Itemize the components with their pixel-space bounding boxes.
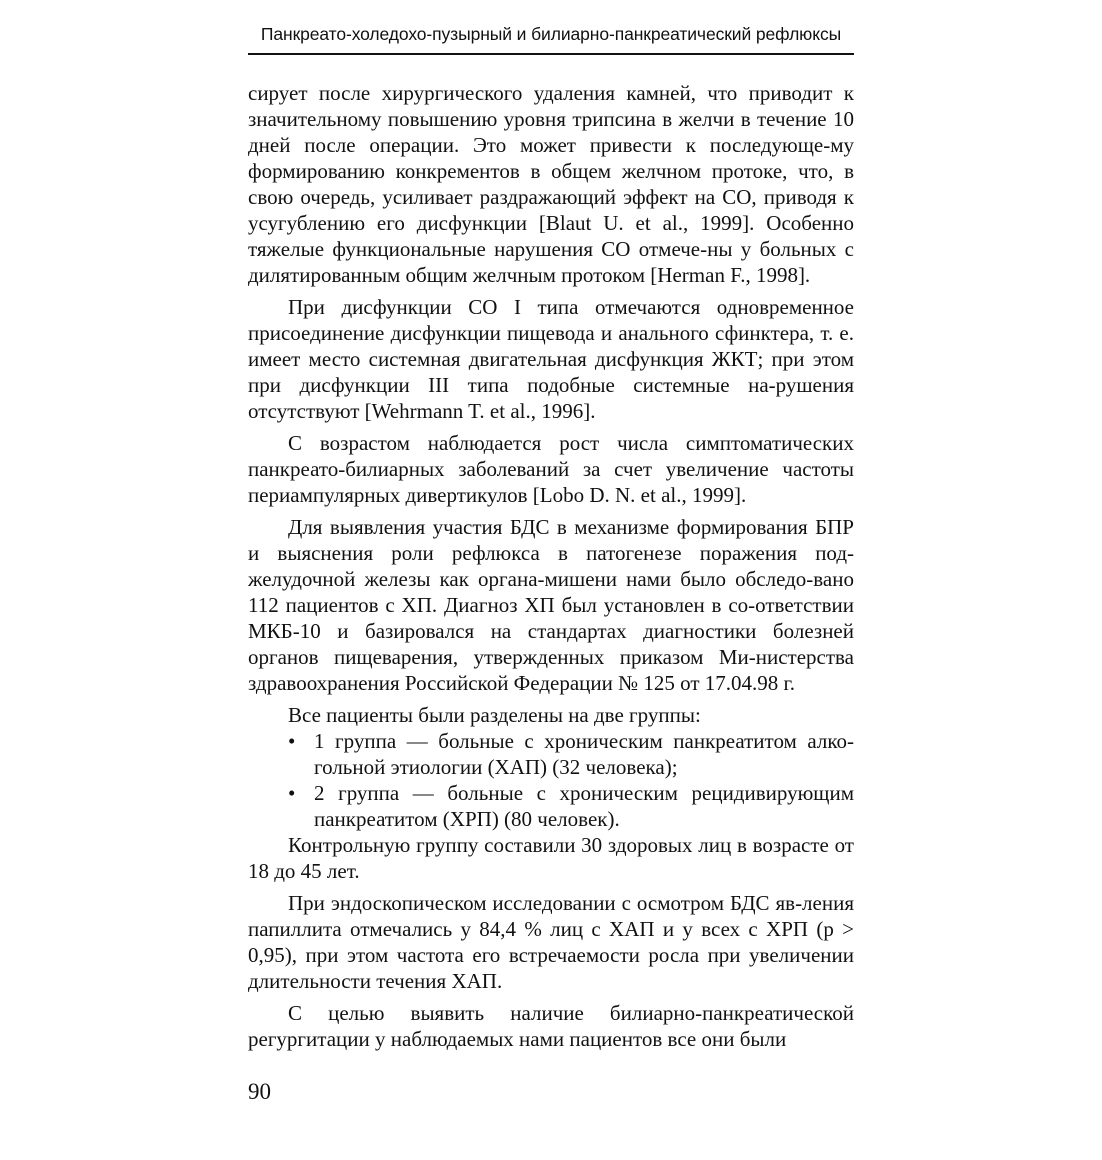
paragraph: Все пациенты были разделены на две группы: [288,703,701,727]
paragraph: При дисфункции СО I типа отмечаются одновременное присоединение дисфункции пищевода и анального сфинктера, т. е. имеет место системная двигательная дисфункция ЖКТ; при этом при дисфункции III типа подобные системные на-рушения отсутствуют [Wehrmann T. et al., 1996]. [248,295,854,423]
list-item [248,728,854,780]
paragraph: При эндоскопическом исследовании с осмотром БДС яв-ления папиллита отмечались у 84,4 % лиц с ХАП и у всех с ХРП (p > 0,95), при этом частота его встречаемости росла при увеличении длительности течения ХАП. [248,891,854,993]
list-item-text: 2 группа — больные с хроническим рецидивирующим панкреатитом (ХРП) (80 человек). [314,781,854,831]
page-number: 90 [248,1079,271,1104]
bullet-marker: • [288,781,296,805]
paragraph: С целью выявить наличие билиарно-панкреатической регургитации у наблюдаемых нами пациентов все они были [248,1001,854,1051]
bullet-marker: • [288,729,296,753]
list-item [248,780,854,832]
paragraph-continuation: сирует после хирургического удаления камней, что приводит к значительному повышению уровня трипсина в желчи в течение 10 дней после операции. Это может привести к последующе-му формированию конкрементов в общем желчном протоке, что, в свою очередь, усиливает раздражающий эффект на СО, приводя к усугублению его дисфункции [Blaut U. et al., 1999]. Особенно тяжелые функциональные нарушения СО отмече-ны у больных с дилятированным общим желчным протоком [Herman F., 1998]. [248,81,854,287]
paragraph: Для выявления участия БДС в механизме формирования БПР и выяснения роли рефлюкса в патогенезе поражения под-желудочной железы как органа-мишени нами было обследо-вано 112 пациентов с ХП. Диагноз ХП был установлен в со-ответствии МКБ-10 и базировался на стандартах диагностики болезней органов пищеварения, утвержденных приказом Ми-нистерства здравоохранения Российской Федерации № 125 от 17.04.98 г. [248,515,854,695]
body-text [248,80,854,1052]
paragraph: С возрастом наблюдается рост числа симптоматических панкреато-билиарных заболеваний за счет увеличение частоты периампулярных дивертикулов [Lobo D. N. et al., 1999]. [248,431,854,507]
running-header: Панкреато-холедохо-пузырный и билиарно-панкреатический рефлюксы [260,24,842,44]
list-item-text: 1 группа — больные с хроническим панкреатитом алко-гольной этиологии (ХАП) (32 человека); [314,729,854,779]
group-list [248,728,854,832]
paragraph: Контрольную группу составили 30 здоровых лиц в возрасте от 18 до 45 лет. [248,833,854,883]
header-rule [248,53,854,55]
